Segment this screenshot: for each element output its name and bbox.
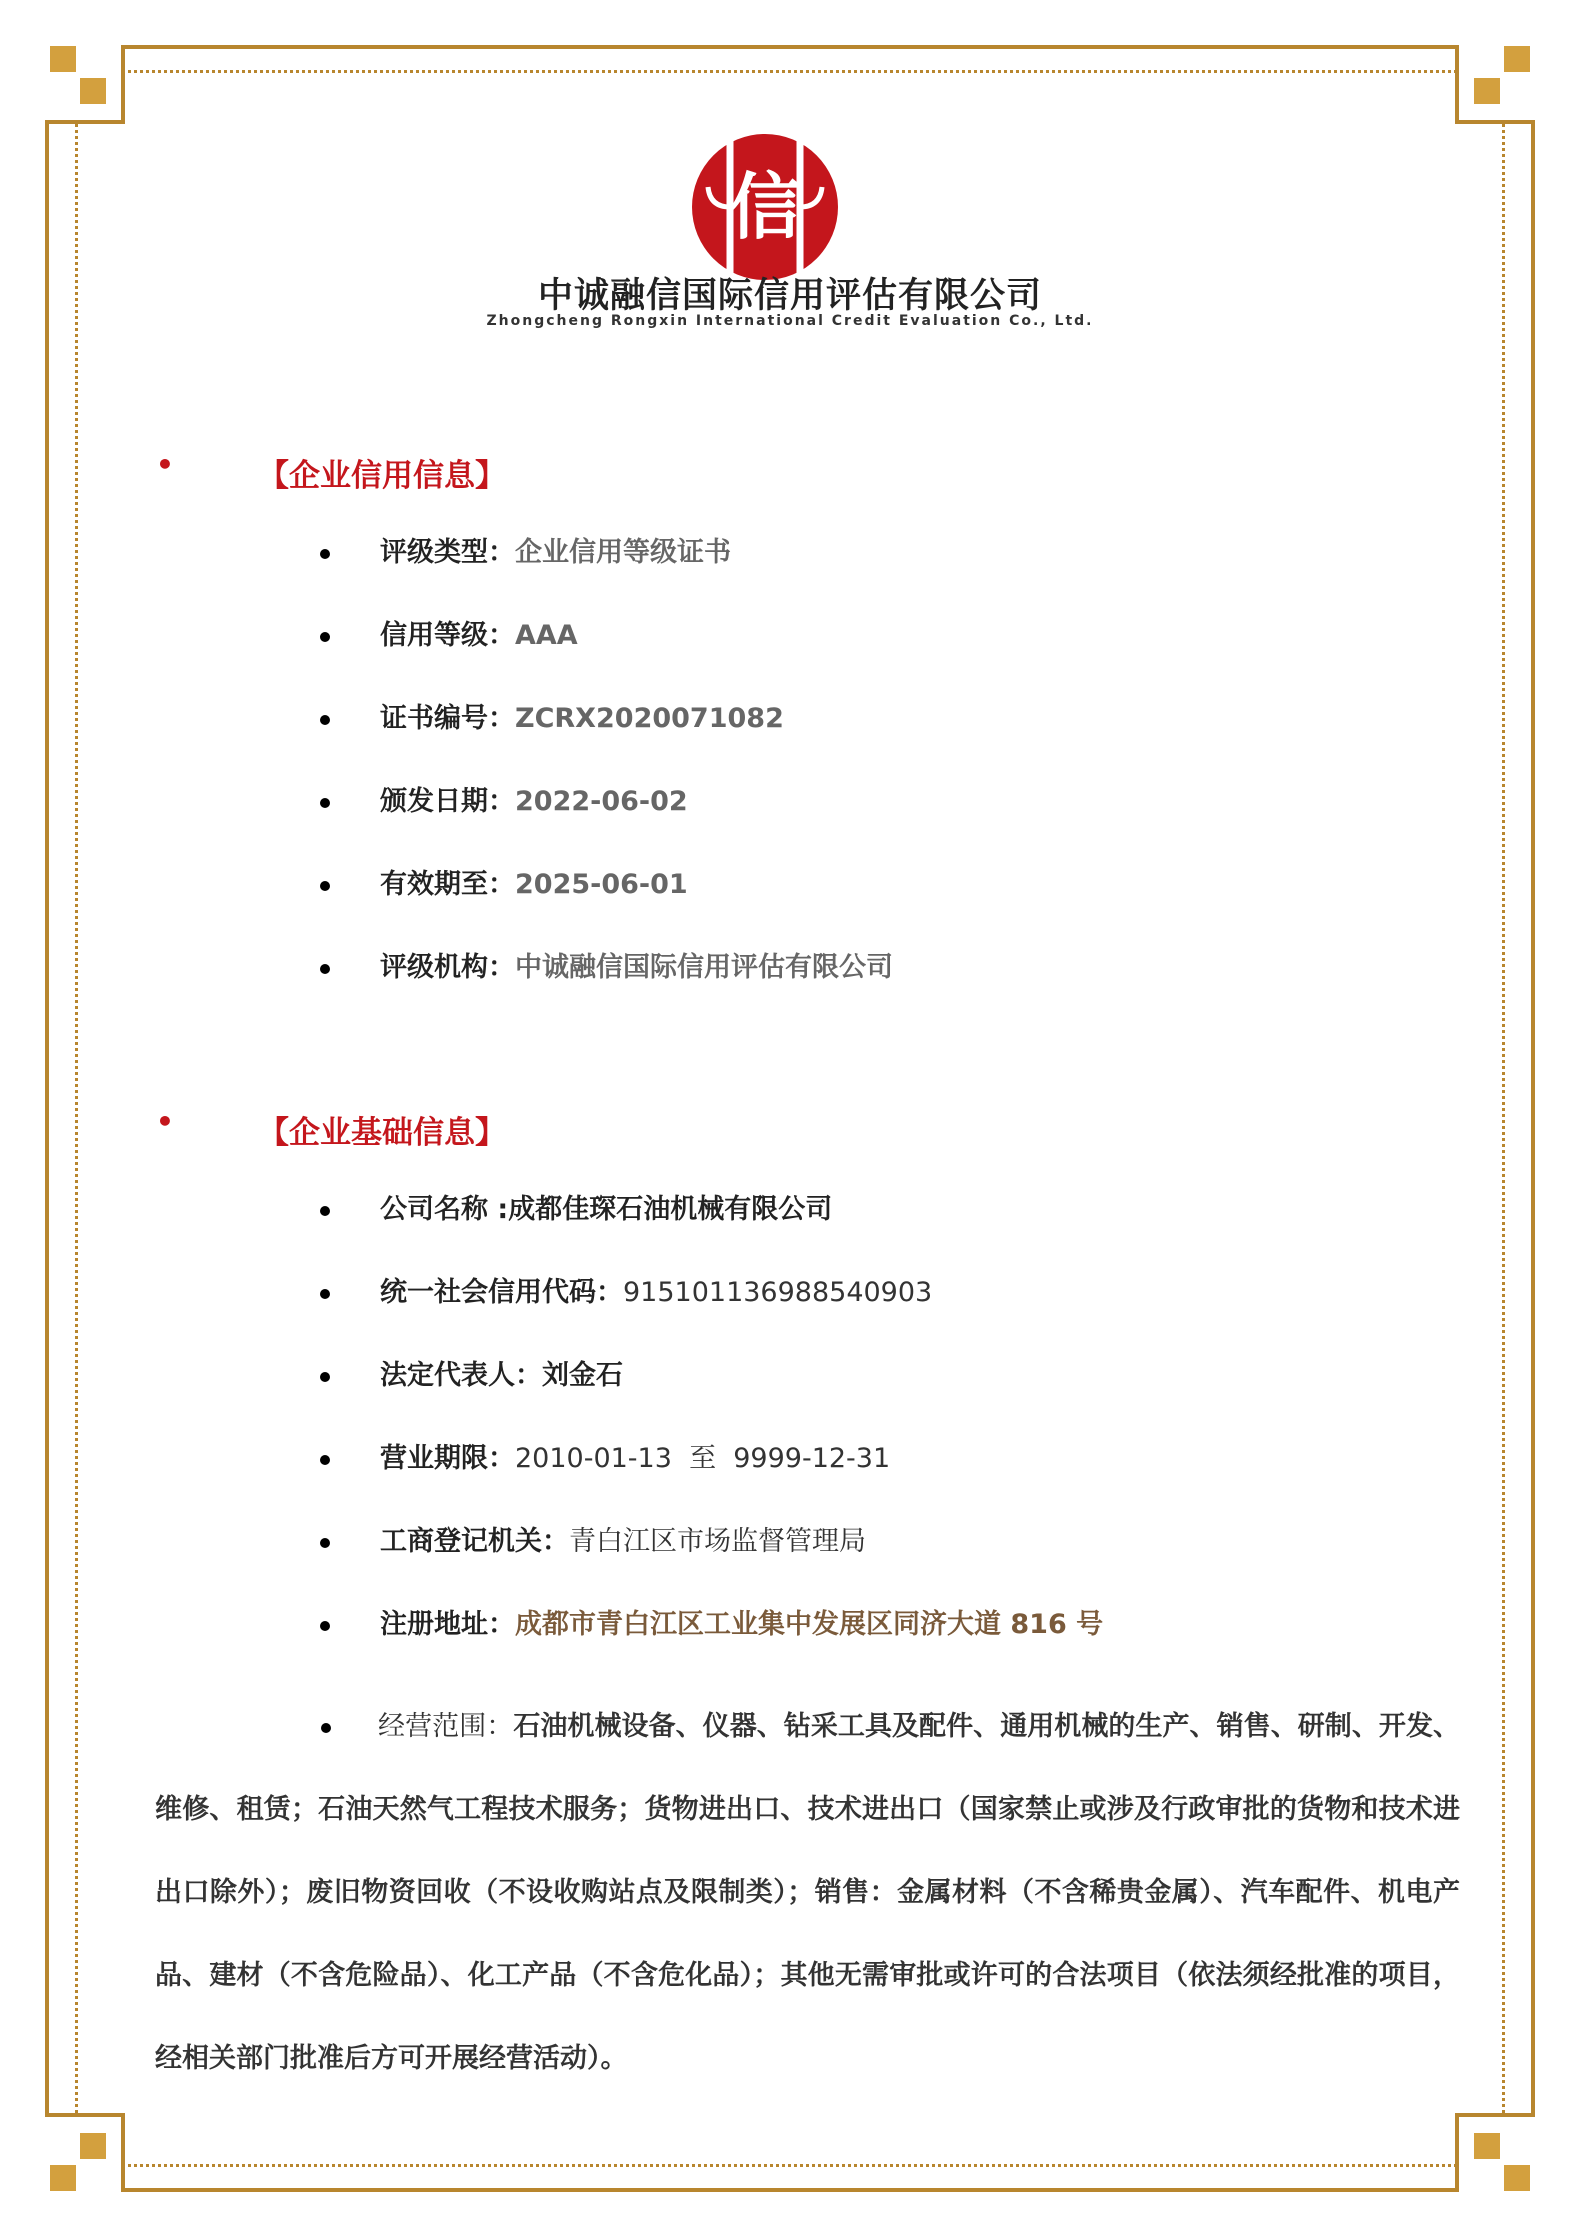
- company-name-cn: 中诚融信国际信用评估有限公司: [537, 276, 1042, 316]
- corner-line-br-v: [1455, 2113, 1459, 2192]
- basic-section-title: 【企业基础信息】: [258, 1115, 506, 1151]
- corner-square-tl-2: [80, 78, 106, 104]
- bullet-dot: [320, 1621, 330, 1631]
- item-value: AAA: [515, 620, 578, 651]
- corner-square-tl-1: [50, 46, 76, 72]
- business-scope-label: 经营范围：: [378, 1711, 514, 1742]
- basic-item-registered-address: [325, 1605, 1465, 1645]
- item-label: 有效期至：: [380, 869, 515, 900]
- item-label: 信用等级：: [380, 620, 515, 651]
- bullet-dot: [320, 1372, 330, 1382]
- credit-item-rating-agency: [325, 948, 1465, 988]
- credit-item-valid-until: [325, 865, 1465, 905]
- bullet-dot: [321, 1723, 331, 1733]
- bullet-dot: [320, 1289, 330, 1299]
- item-value: ZCRX2020071082: [515, 703, 784, 734]
- corner-line-tr-h: [1455, 120, 1535, 124]
- business-scope: [155, 1685, 1460, 2100]
- bullet-dot: [320, 1206, 330, 1216]
- corner-line-br-h: [1455, 2113, 1535, 2117]
- basic-item-legal-rep: [325, 1356, 1465, 1396]
- item-value: 青白江区市场监督管理局: [569, 1526, 866, 1557]
- basic-item-business-term: [325, 1439, 1465, 1479]
- basic-item-company-name: [325, 1190, 1465, 1230]
- item-label: 法定代表人：: [380, 1360, 542, 1391]
- bullet-dot: [320, 1538, 330, 1548]
- corner-line-tl-v: [121, 45, 125, 124]
- corner-square-bl-1: [50, 2165, 76, 2191]
- credit-item-rating-type: [325, 533, 1465, 573]
- item-label: 注册地址：: [380, 1609, 515, 1640]
- section-bullet: •: [156, 1105, 174, 1138]
- item-label: 证书编号：: [380, 703, 515, 734]
- item-label: 颁发日期：: [380, 786, 515, 817]
- corner-line-tl-h: [45, 120, 125, 124]
- credit-section-title: 【企业信用信息】: [258, 458, 506, 494]
- item-value: 企业信用等级证书: [515, 537, 731, 568]
- corner-square-tr-2: [1474, 78, 1500, 104]
- item-value: 成都佳琛石油机械有限公司: [508, 1194, 833, 1225]
- item-value: 成都市青白江区工业集中发展区同济大道 816 号: [515, 1609, 1104, 1640]
- business-scope-text: 石油机械设备、仪器、钻采工具及配件、通用机械的生产、销售、研制、开发、维修、租赁；石油天然气工程技术服务；货物进出口、技术进出口（国家禁止或涉及行政审批的货物和技术进出口除外）；废旧物资回收（不设收购站点及限制类）；销售：金属材料（不含稀贵金属）、汽车配件、机电产品、建材（不含危险品）、化工产品（不含危化品）；其他无需审批或许可的合法项目（依法须经批准的项目，经相关部门批准后方可开展经营活动）。: [155, 1711, 1461, 2074]
- logo-glyph: 信: [728, 165, 802, 249]
- corner-square-bl-2: [80, 2133, 106, 2159]
- bullet-dot: [320, 1455, 330, 1465]
- bullet-dot: [320, 881, 330, 891]
- item-label: 统一社会信用代码：: [380, 1277, 623, 1308]
- bullet-dot: [320, 632, 330, 642]
- corner-square-br-2: [1474, 2133, 1500, 2159]
- basic-section-heading: [150, 1105, 750, 1151]
- credit-section-heading: [150, 448, 750, 494]
- item-value: 刘金石: [542, 1360, 623, 1391]
- item-value: 2022-06-02: [515, 786, 688, 817]
- item-label: 公司名称 :: [380, 1194, 509, 1225]
- corner-line-bl-h: [45, 2113, 125, 2117]
- section-bullet: •: [156, 448, 174, 481]
- company-name-en: Zhongcheng Rongxin International Credit Evaluation Co., Ltd.: [486, 313, 1094, 329]
- item-label: 评级类型：: [380, 537, 515, 568]
- basic-item-registration-authority: [325, 1522, 1465, 1562]
- item-value: 2025-06-01: [515, 869, 688, 900]
- item-value: 中诚融信国际信用评估有限公司: [515, 952, 893, 983]
- credit-item-certificate-no: [325, 699, 1465, 739]
- company-logo: [690, 132, 840, 282]
- bullet-dot: [320, 964, 330, 974]
- basic-item-credit-code: [325, 1273, 1465, 1313]
- credit-item-credit-level: [325, 616, 1465, 656]
- item-label: 评级机构：: [380, 952, 515, 983]
- item-label: 工商登记机关：: [380, 1526, 569, 1557]
- bullet-dot: [320, 549, 330, 559]
- bullet-dot: [320, 715, 330, 725]
- corner-square-tr-1: [1504, 46, 1530, 72]
- item-value: 2010-01-13 至 9999-12-31: [515, 1443, 891, 1474]
- corner-line-bl-v: [121, 2113, 125, 2192]
- corner-line-tr-v: [1455, 45, 1459, 124]
- item-label: 营业期限：: [380, 1443, 515, 1474]
- credit-item-issue-date: [325, 782, 1465, 822]
- bullet-dot: [320, 798, 330, 808]
- item-value: 915101136988540903: [623, 1277, 933, 1308]
- corner-square-br-1: [1504, 2165, 1530, 2191]
